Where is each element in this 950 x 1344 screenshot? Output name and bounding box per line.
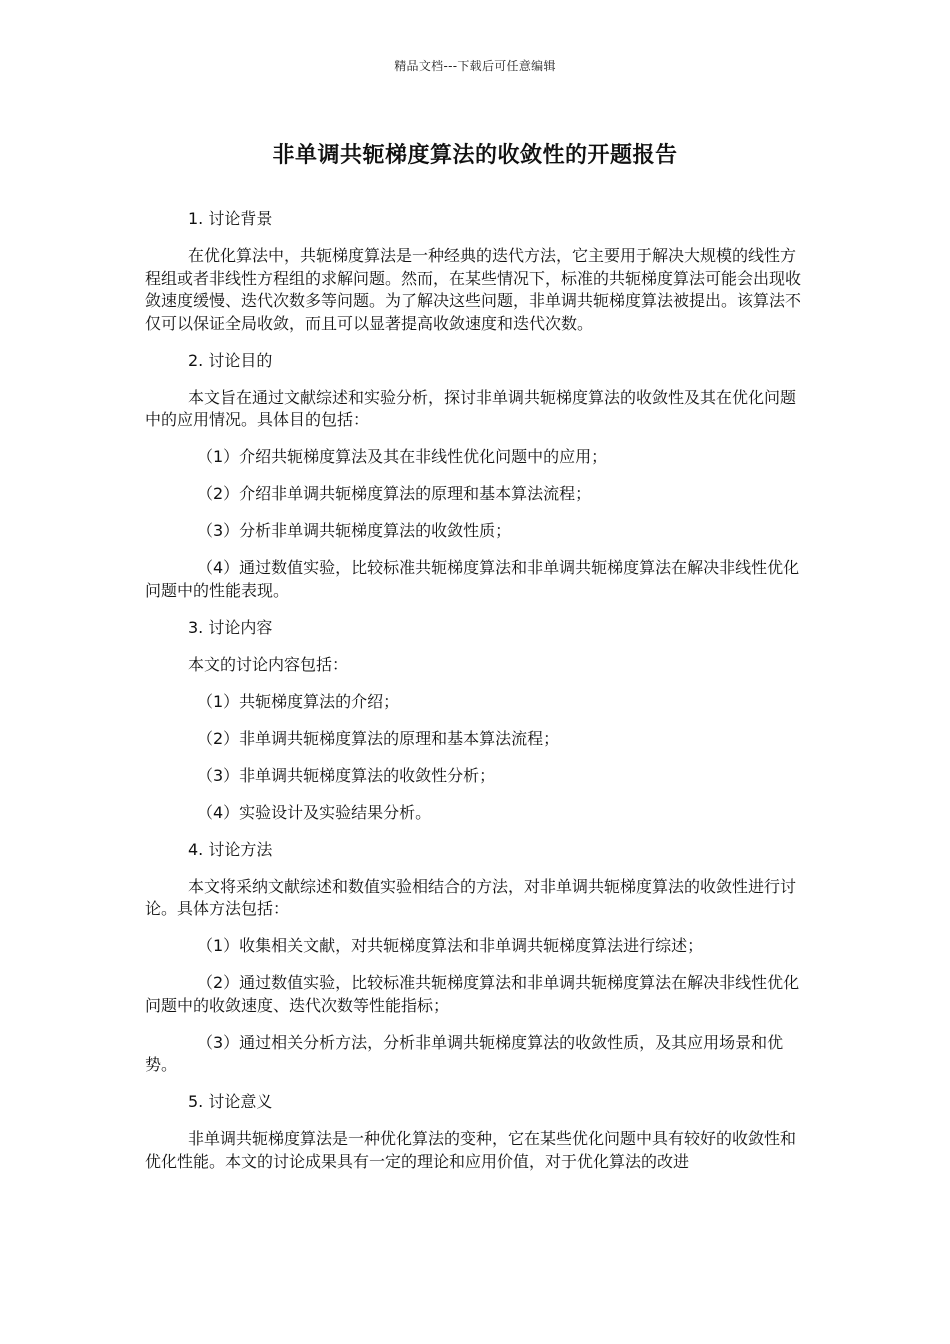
paragraph-significance: 非单调共轭梯度算法是一种优化算法的变种，它在某些优化问题中具有较好的收敛性和优化性能。本文的讨论成果具有一定的理论和应用价值，对于优化算法的改进 xyxy=(145,1129,797,1171)
header-note: 精品文档---下载后可任意编辑 xyxy=(394,59,556,73)
paragraph-background: 在优化算法中，共轭梯度算法是一种经典的迭代方法，它主要用于解决大规模的线性方程组或者非线性方程组的求解问题。然而，在某些情况下，标准的共轭梯度算法可能会出现收敛速度缓慢、迭代次数多等问题。为了解决这些问题，非单调共轭梯度算法被提出。该算法不仅可以保证全局收敛，而且可以显著提高收敛速度和迭代次数。 xyxy=(145,246,802,333)
document-body xyxy=(145,208,805,1188)
paragraph-content: 本文的讨论内容包括： xyxy=(188,654,349,674)
list-item: （3）分析非单调共轭梯度算法的收敛性质； xyxy=(197,521,512,540)
list-item: （4）通过数值实验，比较标准共轭梯度算法和非单调共轭梯度算法在解决非线性优化问题中的性能表现。 xyxy=(145,558,800,600)
list-item: （3）非单调共轭梯度算法的收敛性分析； xyxy=(197,765,496,785)
list-item: （2）通过数值实验，比较标准共轭梯度算法和非单调共轭梯度算法在解决非线性优化问题中的收敛速度、迭代次数等性能指标； xyxy=(145,973,800,1015)
section-heading-background: 1. 讨论背景 xyxy=(188,209,273,228)
paragraph-purpose: 本文旨在通过文献综述和实验分析，探讨非单调共轭梯度算法的收敛性及其在优化问题中的应用情况。具体目的包括： xyxy=(145,387,797,429)
section-heading-purpose: 2. 讨论目的 xyxy=(188,350,273,370)
paragraph-method: 本文将采纳文献综述和数值实验相结合的方法，对非单调共轭梯度算法的收敛性进行讨论。具体方法包括： xyxy=(145,876,797,918)
list-item: （4）实验设计及实验结果分析。 xyxy=(197,802,432,822)
section-heading-method: 4. 讨论方法 xyxy=(188,839,273,859)
list-item: （1）收集相关文献，对共轭梯度算法和非单调共轭梯度算法进行综述； xyxy=(197,936,704,955)
document-title: 非单调共轭梯度算法的收敛性的开题报告 xyxy=(272,143,678,168)
section-heading-significance: 5. 讨论意义 xyxy=(188,1092,273,1111)
list-item: （2）介绍非单调共轭梯度算法的原理和基本算法流程； xyxy=(197,484,592,503)
list-item: （2）非单调共轭梯度算法的原理和基本算法流程； xyxy=(197,728,560,748)
section-heading-content: 3. 讨论内容 xyxy=(188,617,273,637)
list-item: （1）介绍共轭梯度算法及其在非线性优化问题中的应用； xyxy=(197,447,608,466)
list-item: （1）共轭梯度算法的介绍； xyxy=(197,691,400,711)
list-item: （3）通过相关分析方法，分析非单调共轭梯度算法的收敛性质，及其应用场景和优势。 xyxy=(145,1032,784,1074)
